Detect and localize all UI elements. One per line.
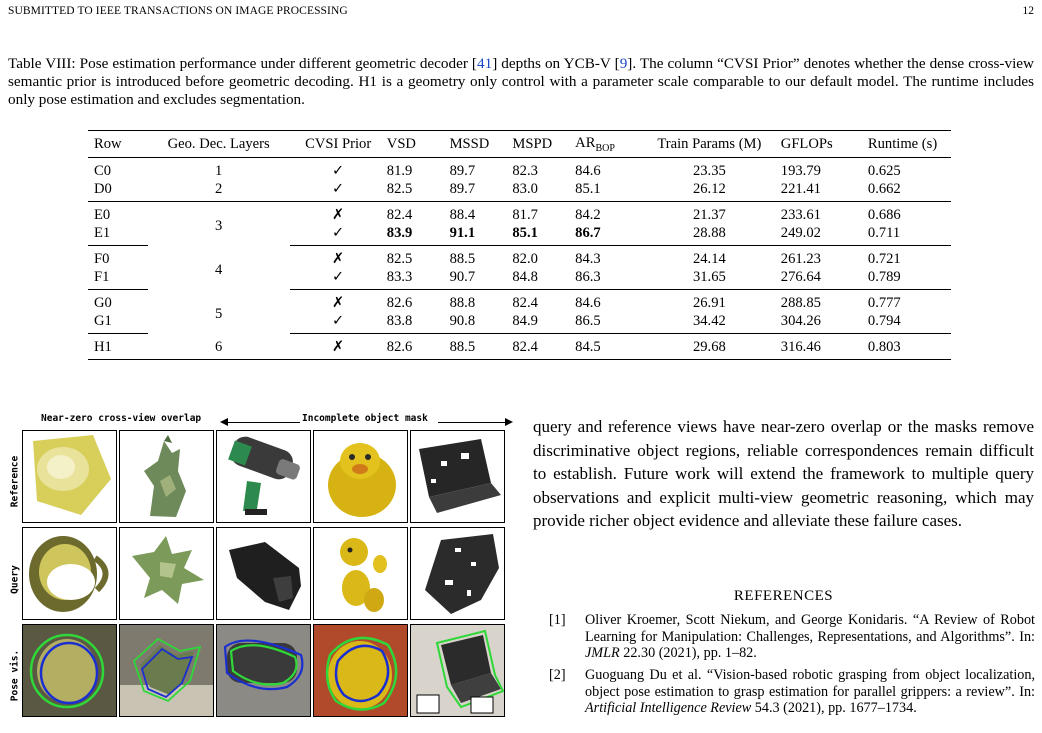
- cell-gflops: 316.46: [781, 334, 868, 360]
- cross-mark-icon: ✗: [290, 334, 387, 360]
- cell-mspd: 84.8: [512, 268, 575, 290]
- cell-layers: 3: [215, 217, 223, 234]
- cell-runtime: 0.789: [868, 268, 951, 290]
- reference-image-duck: [313, 430, 408, 523]
- cell-mspd: 81.7: [512, 207, 538, 223]
- cell-ar-best: 86.7: [575, 224, 638, 246]
- cell-row: C0: [94, 163, 112, 179]
- row-label-reference: Reference: [9, 455, 21, 508]
- cell-mssd: 88.5: [449, 251, 476, 267]
- cell-ar: 84.6: [575, 295, 601, 311]
- cell-mssd: 88.4: [449, 207, 476, 223]
- cell-layers: 6: [148, 334, 290, 360]
- reference-image-laptop: [410, 430, 505, 523]
- cell-mssd: 89.7: [450, 180, 513, 202]
- cross-mark-icon: ✗: [332, 207, 345, 223]
- cell-params: 26.91: [692, 295, 726, 311]
- cell-row: D0: [88, 180, 148, 202]
- pose-vis-image-dragon: [119, 624, 214, 717]
- cell-ar: 84.2: [575, 207, 601, 223]
- col-header-mspd: MSPD: [512, 131, 575, 158]
- col-header-cvsi-prior: CVSI Prior: [290, 131, 387, 158]
- cell-ar: 84.5: [575, 334, 638, 360]
- cell-params: 23.35: [692, 163, 726, 179]
- cell-params: 34.42: [638, 312, 781, 334]
- cell-vsd: 82.5: [387, 180, 450, 202]
- reference-entry: [549, 667, 1035, 717]
- cell-layers: 2: [148, 180, 290, 202]
- cell-gflops: 288.85: [780, 295, 821, 311]
- row-label-query: Query: [9, 565, 21, 594]
- cell-vsd: 83.8: [387, 312, 450, 334]
- cell-mspd: 82.3: [512, 163, 538, 179]
- cell-layers: 5: [215, 305, 223, 322]
- pose-vis-image-mug: [22, 624, 117, 717]
- cell-gflops: 304.26: [781, 312, 868, 334]
- table-row: [88, 246, 951, 269]
- table-caption: [8, 55, 1034, 109]
- query-image-duck: [313, 527, 408, 620]
- cell-vsd: 83.3: [387, 268, 450, 290]
- col-header-row: Row: [88, 131, 148, 158]
- cell-row: F0: [94, 251, 110, 267]
- cell-row: F1: [88, 268, 148, 290]
- table-row: [88, 290, 951, 313]
- failure-cases-figure: [8, 413, 518, 733]
- results-table: [88, 130, 951, 360]
- reference-image-mug: [22, 430, 117, 523]
- reference-text: [585, 612, 1035, 662]
- cell-mspd: 83.0: [512, 180, 575, 202]
- cell-layers: 1: [215, 163, 223, 179]
- cell-runtime: 0.625: [867, 163, 901, 179]
- cell-vsd: 82.4: [386, 207, 413, 223]
- ar-label: AR: [575, 134, 596, 151]
- col-header-ar-bop: [575, 131, 638, 158]
- pose-vis-image-drill: [216, 624, 311, 717]
- cell-vsd: 82.6: [386, 295, 413, 311]
- cell-vsd: 82.6: [387, 334, 450, 360]
- cell-row: E1: [88, 224, 148, 246]
- cell-params: 31.65: [638, 268, 781, 290]
- query-image-laptop: [410, 527, 505, 620]
- row-label-pose-vis: Pose vis.: [9, 649, 21, 702]
- reference-text: [585, 667, 1035, 717]
- check-mark-icon: ✓: [290, 268, 387, 290]
- pose-vis-image-laptop: [410, 624, 505, 717]
- reference-entry: [549, 612, 1035, 662]
- reference-image-drill: [216, 430, 311, 523]
- reference-number: [2]: [549, 667, 566, 683]
- cell-ar: 86.3: [575, 268, 638, 290]
- cell-ar: 84.3: [575, 251, 601, 267]
- cell-params: 28.88: [638, 224, 781, 246]
- col-header-geo-layers: Geo. Dec. Layers: [148, 131, 290, 158]
- cell-mspd: 84.9: [512, 312, 575, 334]
- cell-params: 21.37: [692, 207, 726, 223]
- table-row: [88, 202, 951, 225]
- check-mark-icon: ✓: [290, 312, 387, 334]
- check-mark-icon: ✓: [290, 180, 387, 202]
- caption-suffix: ]. The column “CVSI Prior” denotes whether the dense cross-view semantic prior is introduced before geometric decoding. H1 is a geometry only control with a parameter scale comparable to our default model. The runtime includes only pose estimation and excludes segmentation.: [8, 55, 1034, 108]
- reference-text-b: 22.30 (2021), pp. 1–82.: [619, 645, 757, 661]
- col-header-train-params: Train Params (M): [638, 131, 781, 158]
- cell-mspd-best: 85.1: [512, 224, 575, 246]
- reference-number: [1]: [549, 612, 566, 628]
- citation-link[interactable]: 41: [477, 55, 493, 72]
- col-header-vsd: VSD: [387, 131, 450, 158]
- cell-runtime: 0.686: [867, 207, 901, 223]
- col-header-runtime: Runtime (s): [868, 131, 951, 158]
- cell-mssd: 88.5: [450, 334, 513, 360]
- query-image-mug: [22, 527, 117, 620]
- body-paragraph: query and reference views have near-zero overlap or the masks remove discriminative object regions, reliable correspondences remain difficult to establish. Future work will extend the framework to multiple query observations and explicit multi-view geometric reasoning, which may provide richer object evidence and alleviate these failure cases.: [533, 417, 1034, 530]
- running-head: SUBMITTED TO IEEE TRANSACTIONS ON IMAGE PROCESSING: [8, 5, 348, 17]
- cell-ar: 84.6: [575, 163, 601, 179]
- cross-mark-icon: ✗: [332, 295, 345, 311]
- cell-runtime: 0.777: [867, 295, 901, 311]
- cell-vsd: 81.9: [386, 163, 413, 179]
- cell-gflops: 261.23: [780, 251, 821, 267]
- label-incomplete-mask: Incomplete object mask: [302, 413, 428, 424]
- table-row: [88, 158, 951, 181]
- caption-mid: ] depths on YCB-V [: [492, 55, 620, 72]
- cell-runtime: 0.711: [868, 224, 951, 246]
- cell-mssd-best: 91.1: [450, 224, 513, 246]
- cell-gflops: 276.64: [781, 268, 868, 290]
- cell-mssd: 90.8: [450, 312, 513, 334]
- cell-mspd: 82.0: [512, 251, 538, 267]
- reference-text-b: 54.3 (2021), pp. 1677–1734.: [751, 700, 917, 716]
- cell-gflops: 221.41: [781, 180, 868, 202]
- cell-ar: 85.1: [575, 180, 638, 202]
- cell-gflops: 249.02: [781, 224, 868, 246]
- table-row: [88, 334, 951, 360]
- table-header-row: [88, 131, 951, 158]
- cell-runtime: 0.662: [868, 180, 951, 202]
- references-heading: REFERENCES: [733, 588, 834, 604]
- cell-mssd: 90.7: [450, 268, 513, 290]
- check-mark-icon: ✓: [332, 163, 345, 179]
- cell-runtime: 0.794: [868, 312, 951, 334]
- cell-vsd-best: 83.9: [387, 224, 450, 246]
- check-mark-icon: ✓: [290, 224, 387, 246]
- pose-vis-image-duck: [313, 624, 408, 717]
- caption-prefix: Table VIII: Pose estimation performance under different geometric decoder [: [8, 55, 477, 72]
- cell-mssd: 89.7: [449, 163, 476, 179]
- ar-subscript: BOP: [595, 142, 615, 154]
- cell-row: G0: [94, 295, 112, 311]
- table-row: [88, 180, 951, 202]
- cell-row: H1: [88, 334, 148, 360]
- cell-vsd: 82.5: [386, 251, 413, 267]
- cell-params: 26.12: [638, 180, 781, 202]
- col-header-mssd: MSSD: [450, 131, 513, 158]
- reference-venue: JMLR: [585, 645, 620, 661]
- label-near-zero-overlap: Near-zero cross-view overlap: [41, 413, 202, 424]
- arrow-line-right: [438, 422, 506, 423]
- cell-params: 24.14: [692, 251, 726, 267]
- arrow-line-left: [228, 422, 300, 423]
- cell-ar: 86.5: [575, 312, 638, 334]
- cross-mark-icon: ✗: [332, 251, 345, 267]
- arrow-left-icon: [220, 418, 228, 426]
- cell-mspd: 82.4: [512, 295, 538, 311]
- citation-link[interactable]: 9: [619, 55, 628, 72]
- cell-mspd: 82.4: [512, 334, 575, 360]
- col-header-gflops: GFLOPs: [781, 131, 868, 158]
- arrow-right-icon: [505, 418, 513, 426]
- cell-layers: 4: [215, 261, 223, 278]
- reference-image-dragon: [119, 430, 214, 523]
- query-image-drill: [216, 527, 311, 620]
- reference-text-a: Oliver Kroemer, Scott Niekum, and George Konidaris. “A Review of Robot Learning for Manipulation: Challenges, Representations, and Algorithms”. In:: [585, 612, 1035, 645]
- cell-row: E0: [94, 207, 111, 223]
- cell-row: G1: [88, 312, 148, 334]
- page-number: 12: [1022, 5, 1034, 17]
- cell-mssd: 88.8: [449, 295, 476, 311]
- cell-params: 29.68: [638, 334, 781, 360]
- reference-venue: Artificial Intelligence Review: [585, 700, 752, 716]
- reference-text-a: Guoguang Du et al. “Vision-based robotic grasping from object localization, object pose estimation to grasp estimation for parallel grippers: a review”. In:: [585, 667, 1035, 700]
- cell-gflops: 193.79: [780, 163, 821, 179]
- cell-runtime: 0.721: [867, 251, 901, 267]
- cell-gflops: 233.61: [780, 207, 821, 223]
- query-image-dragon: [119, 527, 214, 620]
- cell-runtime: 0.803: [868, 334, 951, 360]
